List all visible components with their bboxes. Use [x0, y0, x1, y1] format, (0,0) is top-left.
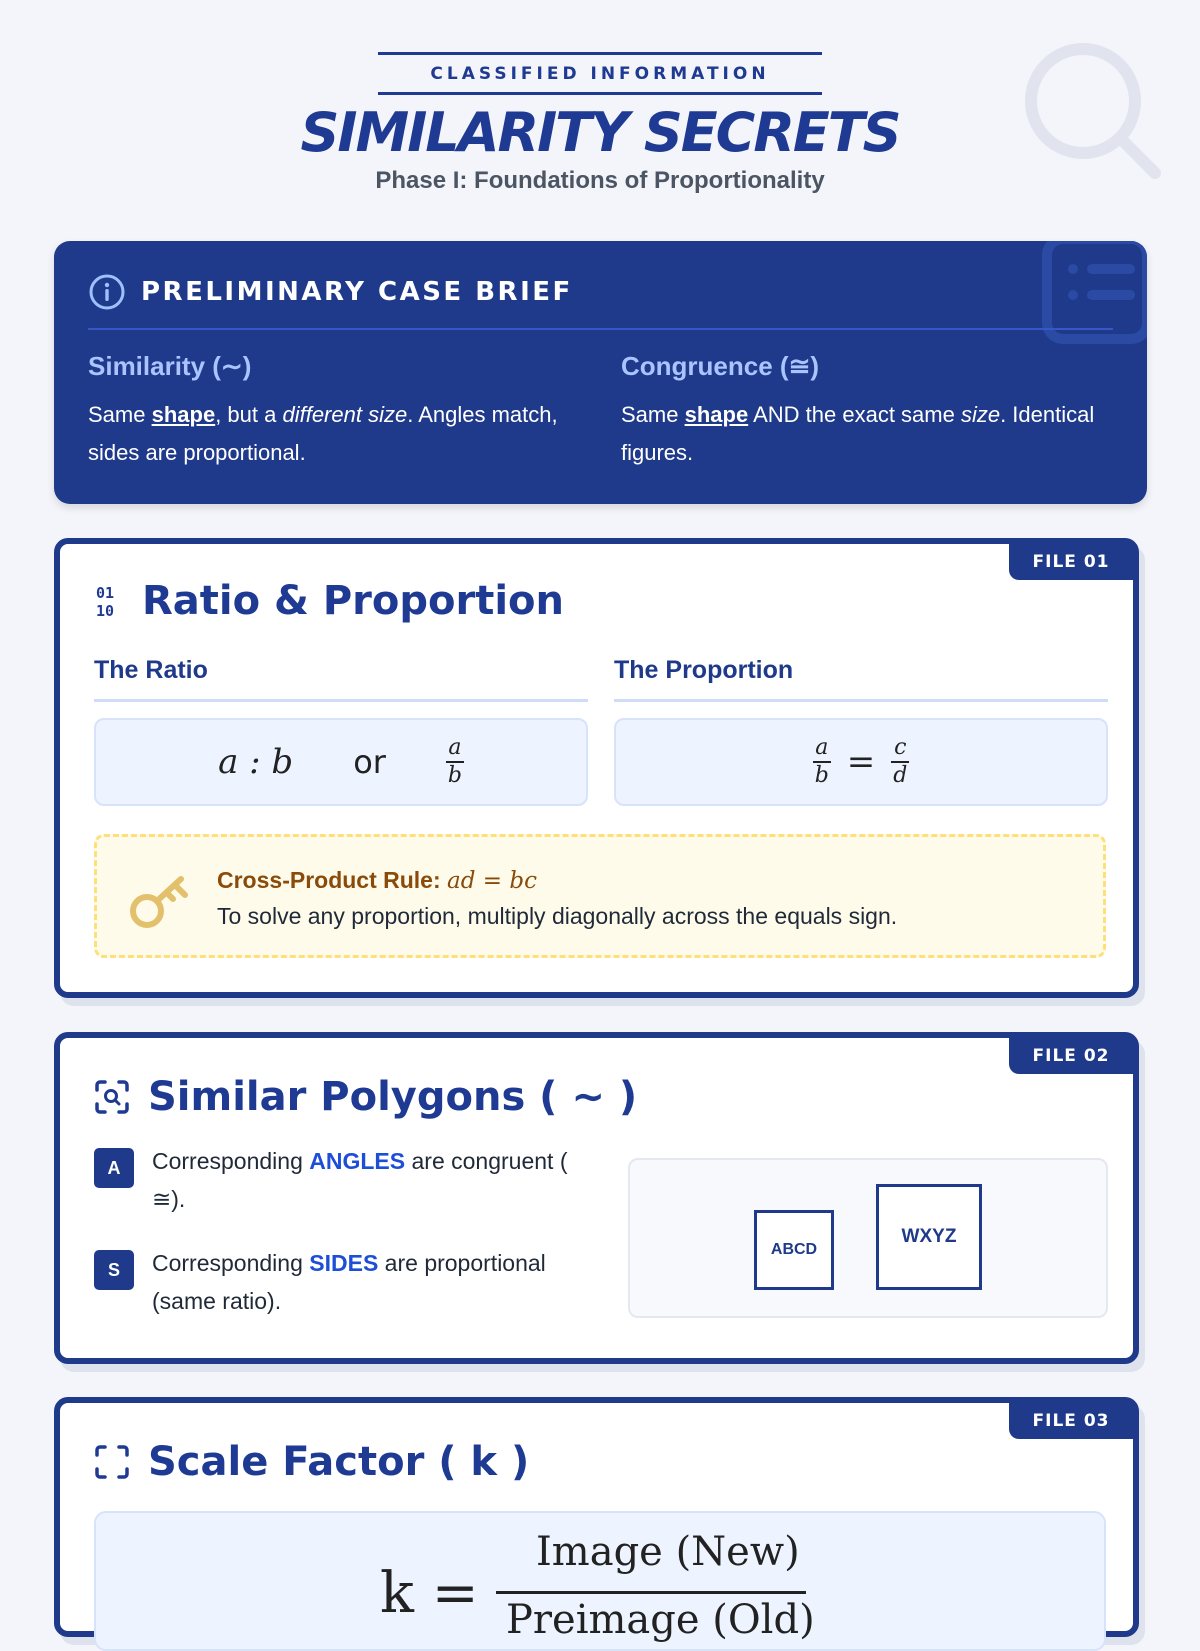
- page-title: SIMILARITY SECRETS: [300, 101, 900, 164]
- svg-text:01: 01: [96, 584, 115, 602]
- page-subtitle: Phase I: Foundations of Proportionality: [375, 167, 825, 194]
- focus-search-icon: [94, 1079, 130, 1115]
- polygon-large: WXYZ: [876, 1184, 982, 1290]
- ratio-heading: The Ratio: [94, 656, 588, 702]
- proportion-heading: The Proportion: [614, 656, 1108, 702]
- equals-sign: =: [846, 742, 876, 782]
- ratio-expression: a : b: [218, 742, 294, 782]
- key-icon: [127, 867, 193, 933]
- polygon-diagram: [628, 1158, 1108, 1318]
- section-title: Ratio & Proportion: [142, 578, 564, 624]
- info-icon: [88, 273, 126, 311]
- similarity-column: [88, 351, 588, 472]
- file-02-card: [54, 1032, 1139, 1364]
- page-header: [0, 52, 1200, 195]
- file-03-header: [94, 1439, 529, 1485]
- badge-sides: S: [94, 1250, 134, 1290]
- k-label: k =: [380, 1561, 479, 1626]
- binary-icon: [94, 583, 124, 619]
- brief-divider: [88, 328, 1113, 330]
- polygon-small: ABCD: [754, 1210, 834, 1290]
- scale-factor-formula: [94, 1511, 1106, 1651]
- kicker-frame: [378, 52, 821, 95]
- file-02-header: [94, 1074, 637, 1120]
- kicker-label: CLASSIFIED INFORMATION: [430, 64, 770, 84]
- file-01-header: [94, 578, 564, 624]
- fraction-c-d: $\frac{c}{d}$: [893, 735, 908, 788]
- rule-heading: Cross-Product Rule: ad = bc: [217, 867, 537, 894]
- scan-frame-icon: [94, 1444, 130, 1480]
- ratio-formula: [94, 718, 588, 806]
- badge-angles: A: [94, 1148, 134, 1188]
- formula-denominator: Preimage (Old): [506, 1597, 815, 1643]
- case-brief-panel: [54, 241, 1147, 504]
- section-title: Similar Polygons ( ∼ ): [148, 1074, 638, 1120]
- proportion-formula: [614, 718, 1108, 806]
- section-title: Scale Factor ( k ): [148, 1439, 530, 1485]
- sides-property: Corresponding SIDES are proportional (same ratio).: [152, 1250, 546, 1314]
- file-01-card: [54, 538, 1139, 998]
- file-tag: FILE 02: [1009, 1038, 1133, 1074]
- brief-header: [88, 273, 573, 311]
- file-tag: FILE 03: [1009, 1403, 1133, 1439]
- angles-property: Corresponding ANGLES are congruent ( ≅).: [152, 1148, 568, 1212]
- ratio-fraction: $\frac{a}{b}$: [447, 735, 462, 788]
- similarity-heading: Similarity (∼): [88, 351, 252, 381]
- cross-product-callout: [94, 834, 1106, 958]
- rule-description: To solve any proportion, multiply diagonally across the equals sign.: [217, 903, 898, 929]
- congruence-heading: Congruence (≅): [621, 351, 820, 381]
- fraction-bar: [496, 1591, 806, 1594]
- formula-numerator: Image (New): [536, 1529, 800, 1575]
- file-03-card: [54, 1397, 1139, 1643]
- file-tag: FILE 01: [1009, 544, 1133, 580]
- brief-title: PRELIMINARY CASE BRIEF: [141, 277, 573, 307]
- fraction-a-b: $\frac{a}{b}$: [814, 735, 829, 788]
- ratio-or: or: [353, 743, 386, 781]
- congruence-description: Same shape AND the exact same size. Identical figures.: [621, 402, 1095, 465]
- congruence-column: [621, 351, 1121, 472]
- svg-text:10: 10: [96, 602, 115, 619]
- similarity-description: Same shape, but a different size. Angles match, sides are proportional.: [88, 402, 558, 465]
